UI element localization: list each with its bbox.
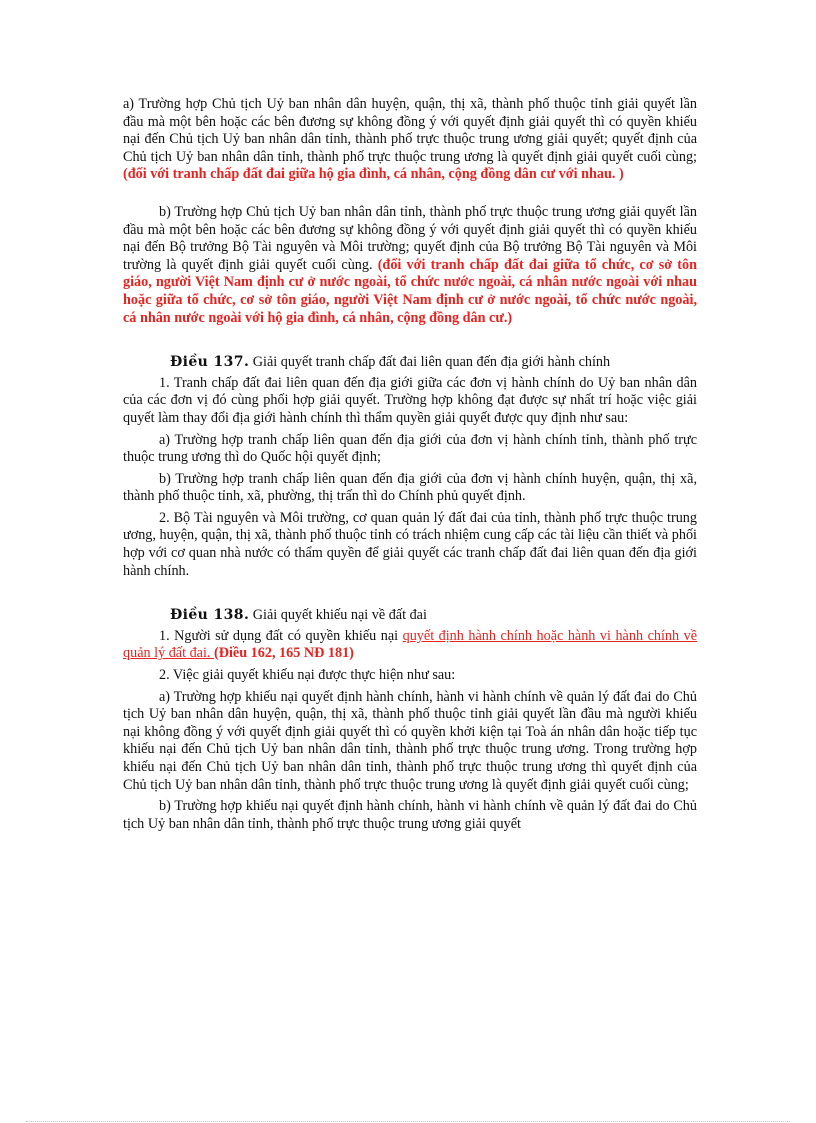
clause-138-2a: a) Trường hợp khiếu nại quyết định hành chính, hành vi hành chính về quản lý đất đai do Chủ tịch Uỷ ban nhân dân huyện, quận, thị xã, thành phố thuộc tỉnh giải quyết lần đầu mà người khiếu nại không đồng ý với quyết định giải quyết thì có quyền khởi kiện tại Toà án nhân dân hoặc tiếp tục khiếu nại đến Chủ tịch Uỷ ban nhân dân tỉnh, thành phố trực thuộc trung ương. Trong trường hợp khiếu nại đến Chủ tịch Uỷ ban nhân dân tỉnh, thành phố trực thuộc trung ương thì quyết định của Chủ tịch Uỷ ban nhân dân tỉnh, thành phố trực thuộc trung ương là quyết định giải quyết cuối cùng;	[123, 688, 697, 793]
article-138-heading	[123, 607, 697, 625]
clause-137-2: 2. Bộ Tài nguyên và Môi trường, cơ quan quản lý đất đai của tỉnh, thành phố trực thuộc trung ương, huyện, quận, thị xã, thành phố thuộc tỉnh có trách nhiệm cung cấp các tài liệu cần thiết và phối hợp với cơ quan nhà nước có thẩm quyền để giải quyết các tranh chấp đất đai liên quan đến địa giới hành chính.	[123, 509, 697, 579]
document-page	[123, 96, 697, 833]
clause-138-2b: b) Trường hợp khiếu nại quyết định hành chính, hành vi hành chính về quản lý đất đai do Chủ tịch Uỷ ban nhân dân tỉnh, thành phố trực thuộc trung ương giải quyết	[123, 798, 697, 832]
clause-137-1b: b) Trường hợp tranh chấp liên quan đến địa giới của đơn vị hành chính huyện, quận, thị xã, thành phố thuộc tỉnh, xã, phường, thị trấn thì do Chính phủ quyết định.	[123, 470, 697, 505]
article-title: Giải quyết tranh chấp đất đai liên quan đến địa giới hành chính	[249, 354, 611, 371]
page-bottom-rule	[26, 1121, 790, 1122]
paragraph-2b: b) Trường hợp Chủ tịch Uỷ ban nhân dân tỉnh, thành phố trực thuộc trung ương giải quyết lần đầu mà một bên hoặc các bên đương sự không đồng ý với quyết định giải quyết thì có quyền khiếu nại đến Bộ trưởng Bộ Tài nguyên và Môi trường; quyết định của Bộ trưởng Bộ Tài nguyên và Môi trường là quyết định giải quyết cuối cùng. (đối với tranh chấp đất đai giữa tổ chức, cơ sở tôn giáo, người Việt Nam định cư ở nước ngoài, tổ chức nước ngoài, cá nhân nước ngoài với nhau hoặc giữa tổ chức, cơ sở tôn giáo, người Việt Nam định cư ở nước ngoài, tổ chức nước ngoài, cá nhân nước ngoài với hộ gia đình, cá nhân, cộng đồng dân cư.)	[123, 203, 698, 326]
note-red: (đối với tranh chấp đất đai giữa tổ chức, cơ sở tôn giáo, người Việt Nam định cư ở nước ngoài, tổ chức nước ngoài, cá nhân nước ngoài với nhau hoặc giữa tổ chức, cơ sở tôn giáo, người Việt Nam định cư ở nước ngoài, tổ chức nước ngoài, cá nhân nước ngoài với hộ gia đình, cá nhân, cộng đồng dân cư.)	[123, 256, 698, 326]
clause-138-1: 1. Người sử dụng đất có quyền khiếu nại quyết định hành chính hoặc hành vi hành chính về quản lý đất đai. (Điều 162, 165 NĐ 181)	[123, 627, 697, 662]
article-number: Điều 138.	[170, 607, 250, 624]
clause-137-1: 1. Tranh chấp đất đai liên quan đến địa giới giữa các đơn vị hành chính do Uỷ ban nhân dân của các đơn vị đó cùng phối hợp giải quyết. Trường hợp không đạt được sự nhất trí hoặc việc giải quyết làm thay đổi địa giới hành chính thì thẩm quyền giải quyết được quy định như sau:	[123, 374, 697, 426]
reference-link[interactable]: quyết định hành chính hoặc hành vi hành chính về quản lý đất đai.	[123, 627, 697, 662]
paragraph-2a: a) Trường hợp Chủ tịch Uỷ ban nhân dân huyện, quận, thị xã, thành phố thuộc tỉnh giải quyết lần đầu mà một bên hoặc các bên đương sự không đồng ý với quyết định giải quyết thì có quyền khiếu nại đến Chủ tịch Uỷ ban nhân dân tỉnh, thành phố trực thuộc trung ương giải quyết; quyết định của Chủ tịch Uỷ ban nhân dân tỉnh, thành phố trực thuộc trung ương là quyết định giải quyết cuối cùng; (đối với tranh chấp đất đai giữa hộ gia đình, cá nhân, cộng đồng dân cư với nhau. )	[123, 96, 697, 183]
note-red: (Điều 162, 165 NĐ 181)	[214, 645, 354, 662]
clause-137-1a: a) Trường hợp tranh chấp liên quan đến địa giới của đơn vị hành chính tỉnh, thành phố trực thuộc trung ương thì do Quốc hội quyết định;	[123, 431, 697, 466]
article-number: Điều 137.	[170, 354, 250, 371]
clause-138-2: 2. Việc giải quyết khiếu nại được thực hiện như sau:	[159, 667, 456, 684]
article-title: Giải quyết khiếu nại về đất đai	[249, 607, 427, 624]
note-red: (đối với tranh chấp đất đai giữa hộ gia đình, cá nhân, cộng đồng dân cư với nhau. )	[123, 166, 624, 183]
article-137-heading	[123, 354, 697, 372]
